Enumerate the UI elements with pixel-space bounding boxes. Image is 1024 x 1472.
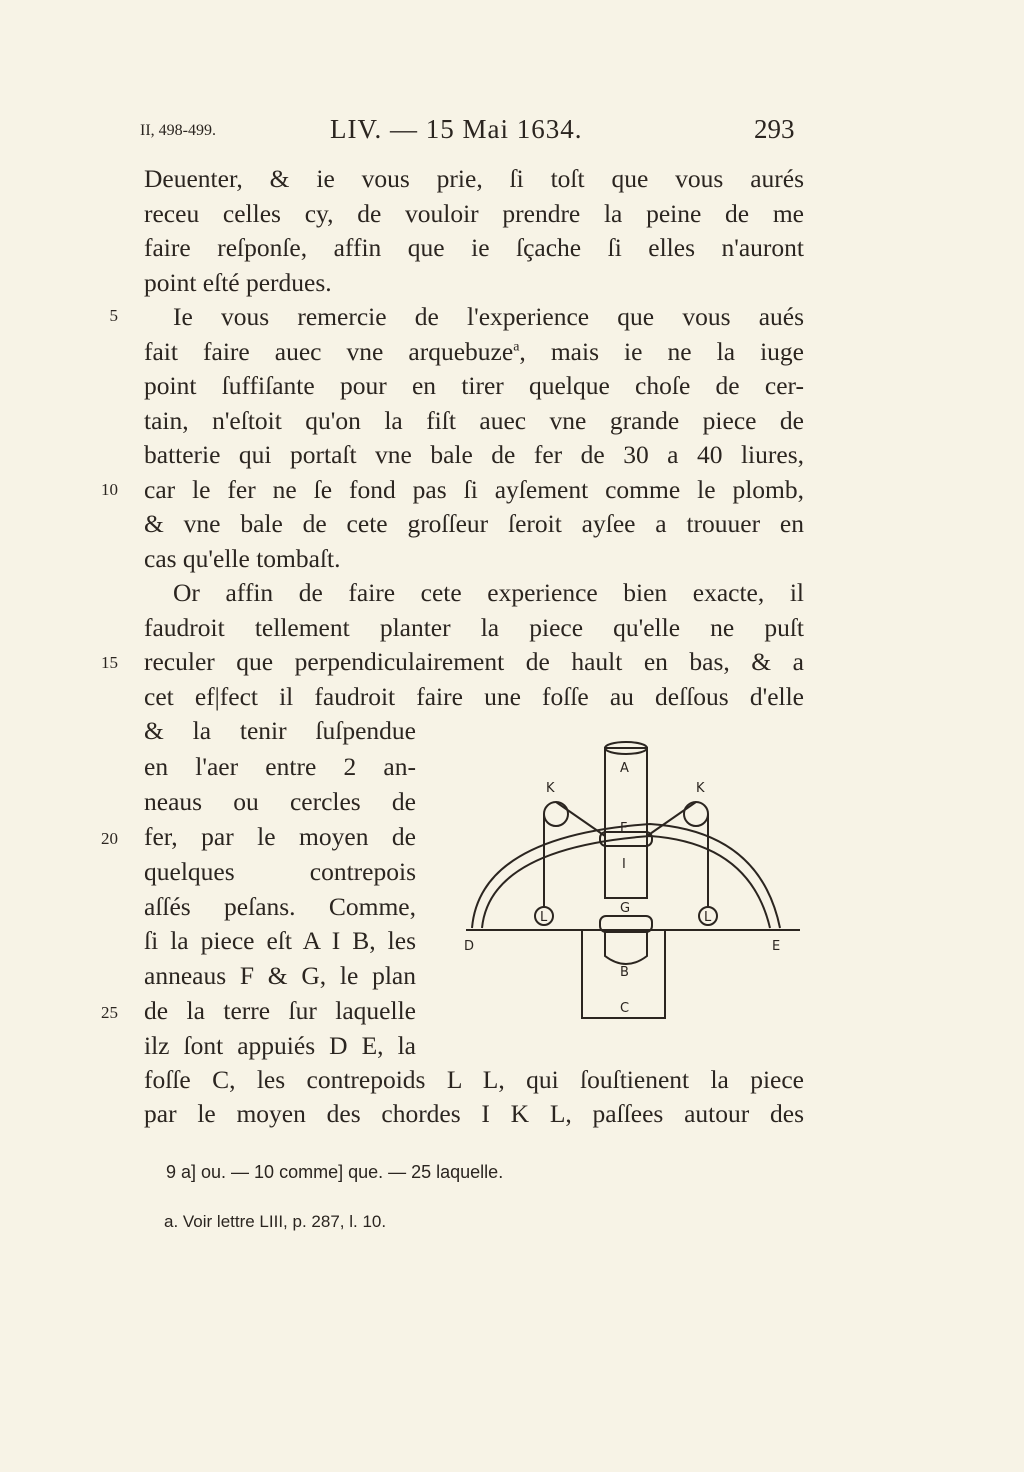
text-line: faudroit tellement planter la piece qu'elle ne puſt xyxy=(144,612,804,642)
textual-variants: 9 a] ou. — 10 comme] que. — 25 laquelle. xyxy=(166,1162,504,1182)
footnote-marker: a xyxy=(513,339,520,354)
text-line: Or affin de faire cete experience bien exacte, il xyxy=(173,578,804,607)
label-D: D xyxy=(464,939,475,954)
text-line: foſſe C, les contrepoids L L, qui ſouſtienent la piece xyxy=(144,1065,804,1094)
text-line: de la terre ſur laquelle xyxy=(144,996,416,1025)
text-fragment: , mais ie ne la iuge xyxy=(519,336,804,366)
text-line: reculer que perpendiculairement de hault en bas, & a xyxy=(144,647,804,676)
text-line: receu celles cy, de vouloir prendre la peine de me xyxy=(144,198,804,228)
text-line: Deuenter, & ie vous prie, ſi toſt que vous aurés xyxy=(144,164,804,193)
line-number: 15 xyxy=(101,653,118,672)
page-reference: II, 498-499. xyxy=(140,122,216,139)
text-line xyxy=(144,335,804,370)
text-fragment: fait faire auec vne arquebuze xyxy=(144,336,514,366)
label-B: B xyxy=(620,965,629,980)
label-L-left: L xyxy=(540,910,548,925)
text-line: fer, par le moyen de xyxy=(144,822,416,851)
line-number: 20 xyxy=(101,829,118,848)
letter-title: LIV. — 15 Mai 1634. xyxy=(330,114,583,144)
text-line: quelques contrepois xyxy=(144,857,416,886)
label-E: E xyxy=(772,939,781,954)
text-line: Ie vous remercie de l'experience que vous aués xyxy=(173,302,804,331)
page-number: 293 xyxy=(754,114,795,144)
text-line: par le moyen des chordes I K L, paſſees autour des xyxy=(144,1099,804,1128)
text-line: point eſté perdues. xyxy=(144,267,332,297)
text-line: tain, n'eſtoit qu'on la fiſt auec vne grande piece de xyxy=(144,405,804,435)
text-line: faire reſponſe, affin que ie ſçache ſi elles n'auront xyxy=(144,233,804,262)
label-L-right: L xyxy=(704,910,712,925)
text-line: & vne bale de cete groſſeur ſeroit ayſee a trouuer en xyxy=(144,509,804,538)
label-A: A xyxy=(620,761,629,776)
label-C: C xyxy=(620,1001,630,1016)
text-line: cet ef|fect il faudroit faire une foſſe au deſſous d'elle xyxy=(144,681,804,711)
label-K-left: K xyxy=(546,781,555,796)
text-line: en l'aer entre 2 an- xyxy=(144,752,416,781)
label-G: G xyxy=(620,901,631,916)
label-F: F xyxy=(620,821,628,836)
text-line: neaus ou cercles de xyxy=(144,787,416,816)
text-line: ilz ſont appuiés D E, la xyxy=(144,1031,416,1060)
footnote: a. Voir lettre LIII, p. 287, l. 10. xyxy=(164,1212,387,1231)
line-number: 10 xyxy=(101,480,118,499)
line-number: 5 xyxy=(109,306,118,325)
text-line: anneaus F & G, le plan xyxy=(144,961,416,990)
line-number: 25 xyxy=(101,1003,118,1022)
text-line: car le fer ne ſe fond pas ſi ayſement comme le plomb, xyxy=(144,474,804,504)
label-I: I xyxy=(622,857,626,872)
text-line: aſſés peſans. Comme, xyxy=(144,892,416,921)
text-line: batterie qui portaſt vne bale de fer de 30 a 40 liures, xyxy=(144,440,804,469)
text-line: ſi la piece eſt A I B, les xyxy=(144,926,416,955)
text-line: & la tenir ſuſpendue xyxy=(144,716,416,745)
text-line: point ſuffiſante pour en tirer quelque choſe de cer- xyxy=(144,371,804,400)
text-line: cas qu'elle tombaſt. xyxy=(144,543,341,573)
diagram-svg xyxy=(460,736,820,1026)
label-K-right: K xyxy=(696,781,705,796)
cannon-suspension-diagram xyxy=(460,736,820,1026)
